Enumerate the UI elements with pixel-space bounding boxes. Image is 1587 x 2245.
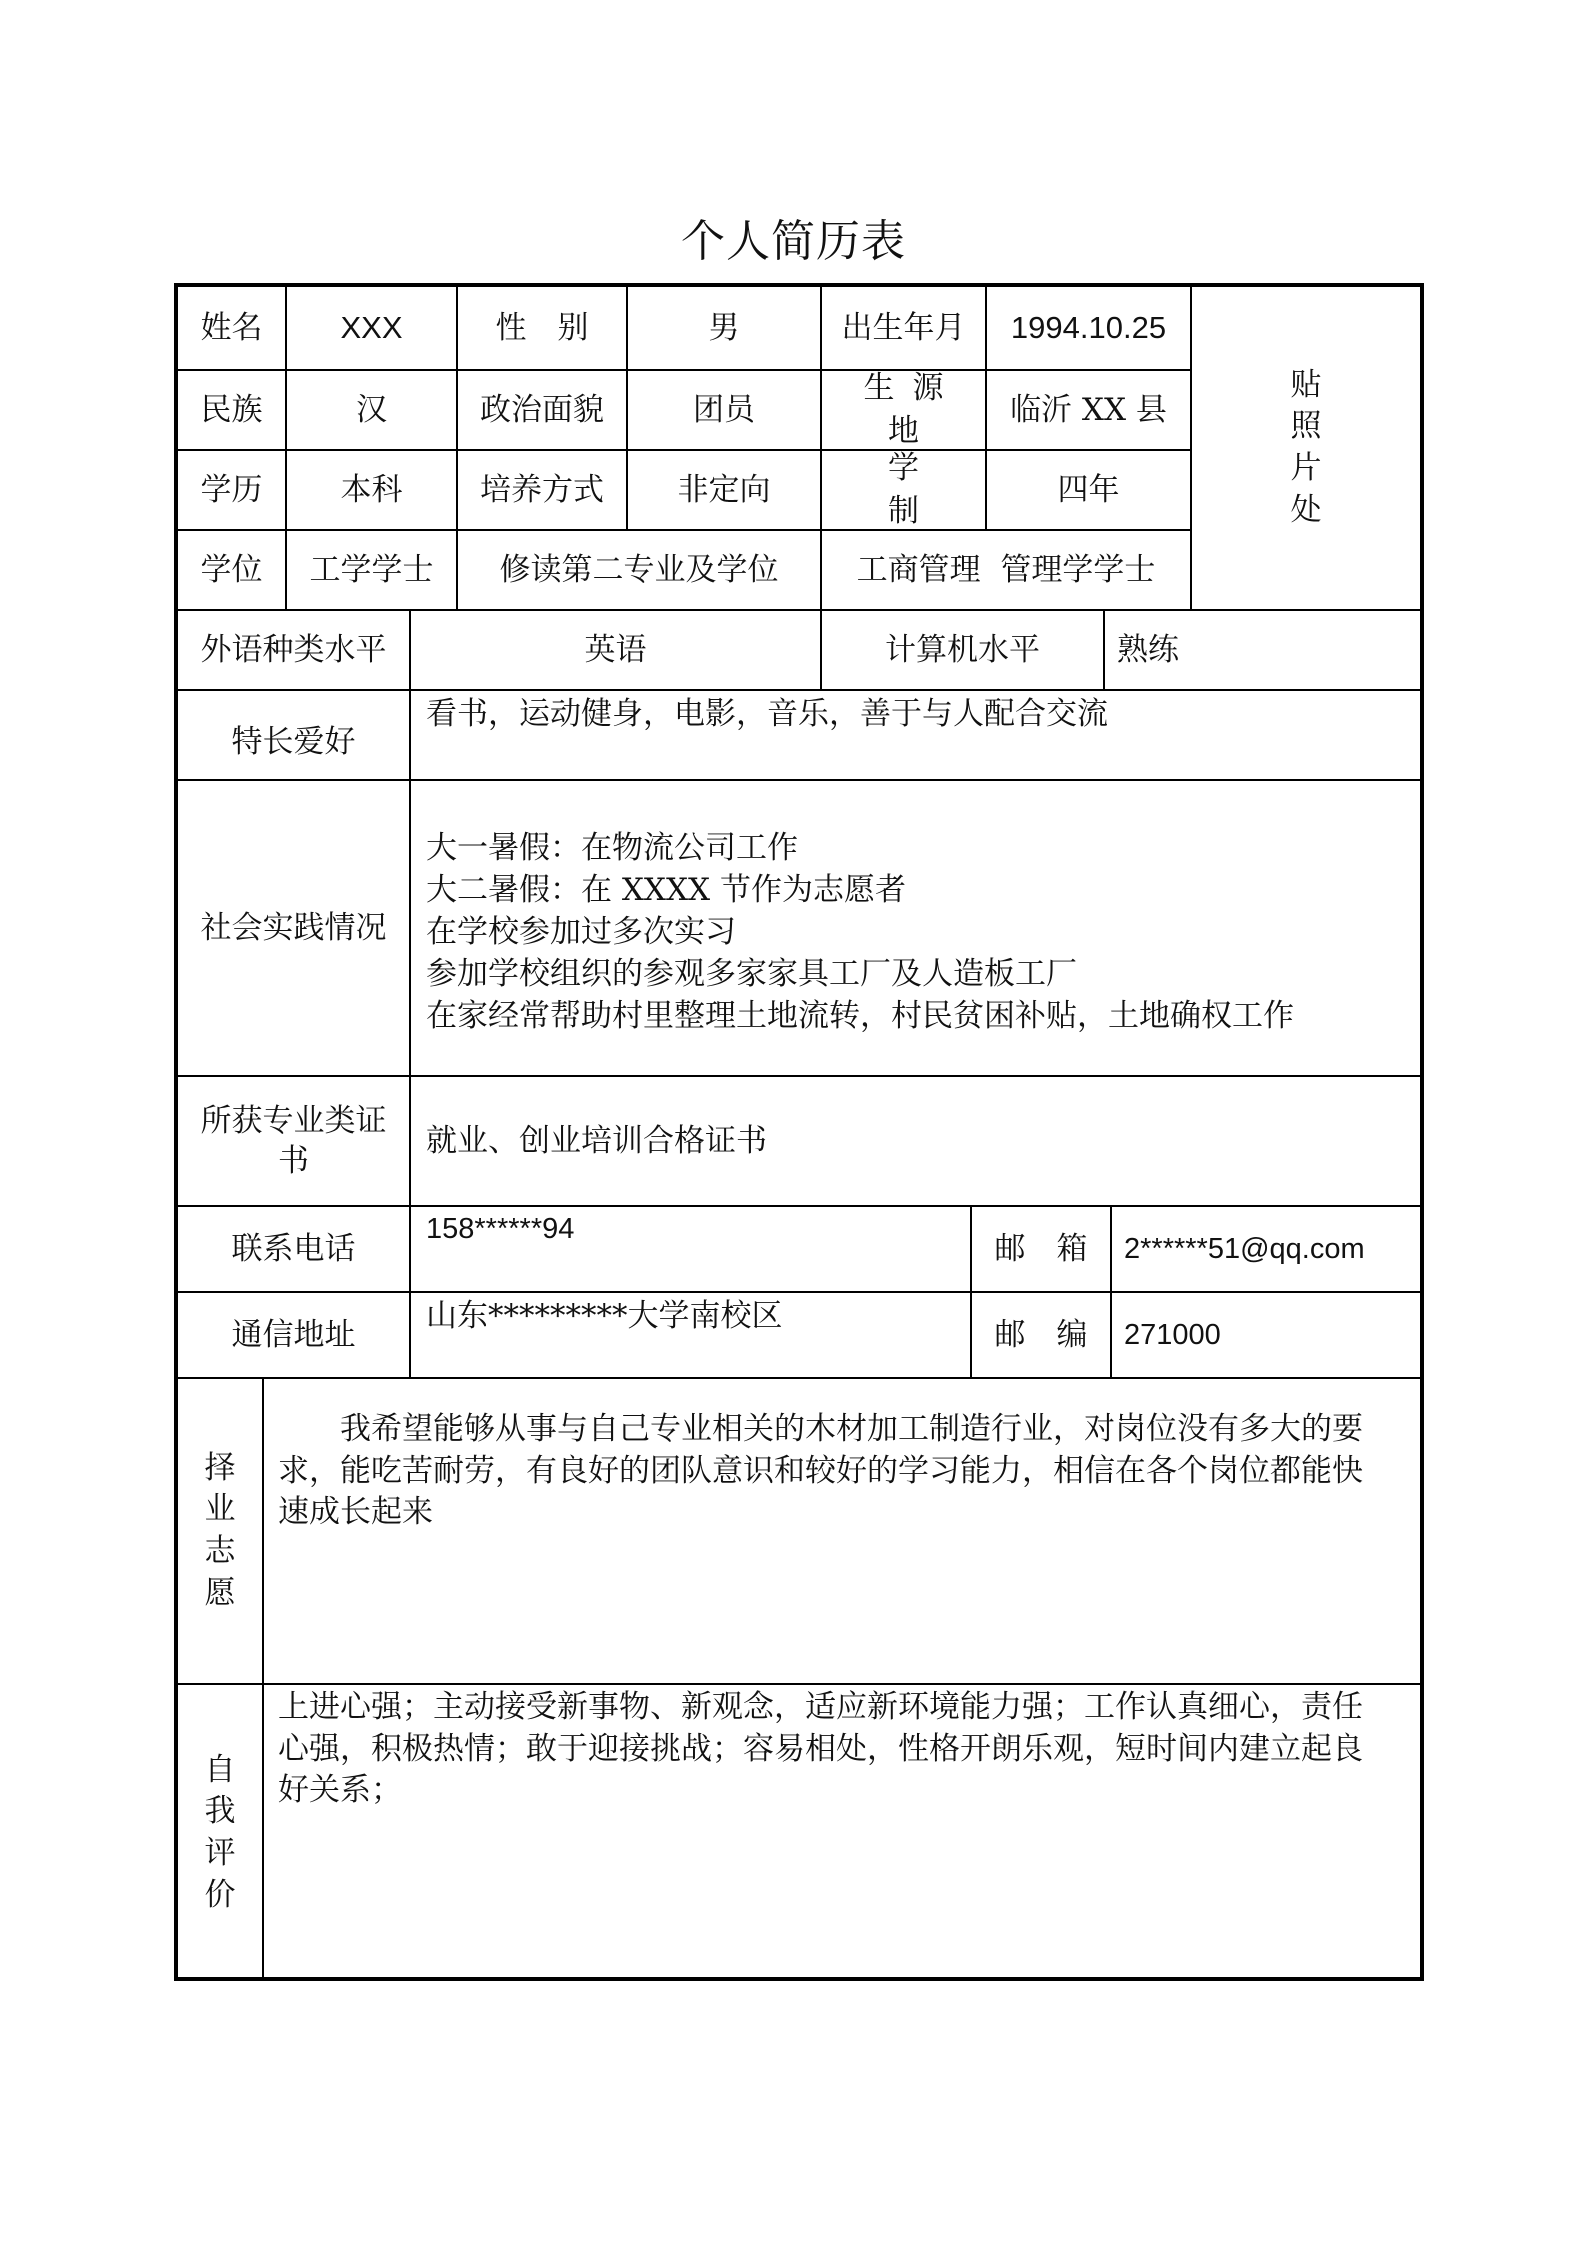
origin-label: 生源地 [863,370,962,449]
certificates-label-line: 书 [278,1143,309,1179]
page-title: 个人简历表 [681,216,906,267]
origin-value: 临沂 XX 县 [1010,391,1167,428]
duration-value: 四年 [1057,471,1120,508]
career-label-char: 愿 [204,1574,236,1611]
career-line: 求，能吃苦耐劳，有良好的团队意识和较好的学习能力，相信在各个岗位都能快 [278,1452,1363,1489]
hobbies-value: 看书，运动健身，电影，音乐，善于与人配合交流 [426,696,1108,732]
self-eval-label-char: 自 [204,1751,236,1788]
gender-label: 性 别 [495,309,589,346]
career-line: 我希望能够从事与自己专业相关的木材加工制造行业，对岗位没有多大的要 [278,1411,1363,1447]
list-item: 在学校参加过多次实习 [426,913,736,950]
photo-char: 片 [1290,450,1322,486]
email-value: 2******51@qq.com [1124,1232,1365,1265]
career-label-char: 志 [204,1533,236,1569]
self-eval-line: 心强，积极热情；敢于迎接挑战；容易相处，性格开朗乐观，短时间内建立起良 [278,1730,1363,1767]
list-item: 在家经常帮助村里整理土地流转，村民贫困补贴，土地确权工作 [426,998,1294,1035]
career-label-char: 择 [204,1449,236,1486]
name-value: XXX [340,309,403,345]
list-item: 参加学校组织的参观多家家具工厂及人造板工厂 [426,956,1077,993]
certificates-label [178,1077,409,1205]
address-value: 山东*********大学南校区 [426,1298,783,1334]
certificates-label-line: 所获专业类证 [200,1102,387,1139]
name-label: 姓名 [200,309,263,346]
postcode-label: 邮 编 [994,1316,1088,1353]
certificates-value: 就业、创业培训合格证书 [426,1122,767,1159]
education-label: 学历 [200,471,263,508]
photo-placeholder [1192,287,1420,609]
self-eval-label-char: 价 [204,1876,236,1913]
gender-value: 男 [708,309,740,346]
practice-list [411,781,1420,1075]
photo-char: 处 [1290,491,1322,528]
phone-value: 158******94 [426,1213,575,1245]
career-line: 速成长起来 [278,1494,433,1531]
self-eval-label-char: 我 [204,1793,236,1830]
education-value: 本科 [340,471,403,508]
self-eval-text [264,1685,1420,1981]
language-value: 英语 [584,631,647,668]
hobbies-label: 特长爱好 [231,723,356,760]
career-label-char: 业 [204,1491,236,1528]
address-label: 通信地址 [231,1316,356,1353]
birth-label: 出生年月 [841,309,966,346]
resume-table [174,283,1424,1981]
ethnicity-value: 汉 [356,391,387,428]
degree-label: 学位 [200,551,263,588]
photo-char: 贴 [1290,366,1322,403]
second-major-value: 工商管理 管理学学士 [856,551,1156,588]
self-eval-label-char: 评 [204,1835,236,1871]
computer-value: 熟练 [1117,631,1179,668]
self-eval-line: 好关系； [278,1772,402,1809]
self-eval-line: 上进心强；主动接受新事物、新观念，适应新环境能力强；工作认真细心，责任 [278,1689,1363,1725]
training-label: 培养方式 [480,471,604,508]
ethnicity-label: 民族 [200,391,263,428]
self-eval-label [178,1685,262,1981]
career-text [264,1379,1420,1683]
practice-label: 社会实践情况 [200,909,387,946]
phone-label: 联系电话 [231,1230,356,1267]
degree-value: 工学学士 [309,551,434,588]
computer-label: 计算机水平 [885,631,1040,668]
photo-char: 照 [1290,408,1322,445]
career-label [178,1379,262,1683]
training-value: 非定向 [677,471,771,508]
birth-value: 1994.10.25 [1010,309,1167,345]
second-major-label: 修读第二专业及学位 [499,551,779,588]
political-value: 团员 [693,391,755,428]
duration-label: 学制 [888,450,957,529]
language-label: 外语种类水平 [200,631,387,668]
postcode-value: 271000 [1124,1318,1221,1351]
list-item: 大二暑假：在 XXXX 节作为志愿者 [426,871,906,908]
political-label: 政治面貌 [480,391,604,428]
list-item: 大一暑假：在物流公司工作 [426,829,798,866]
email-label: 邮 箱 [994,1230,1088,1267]
